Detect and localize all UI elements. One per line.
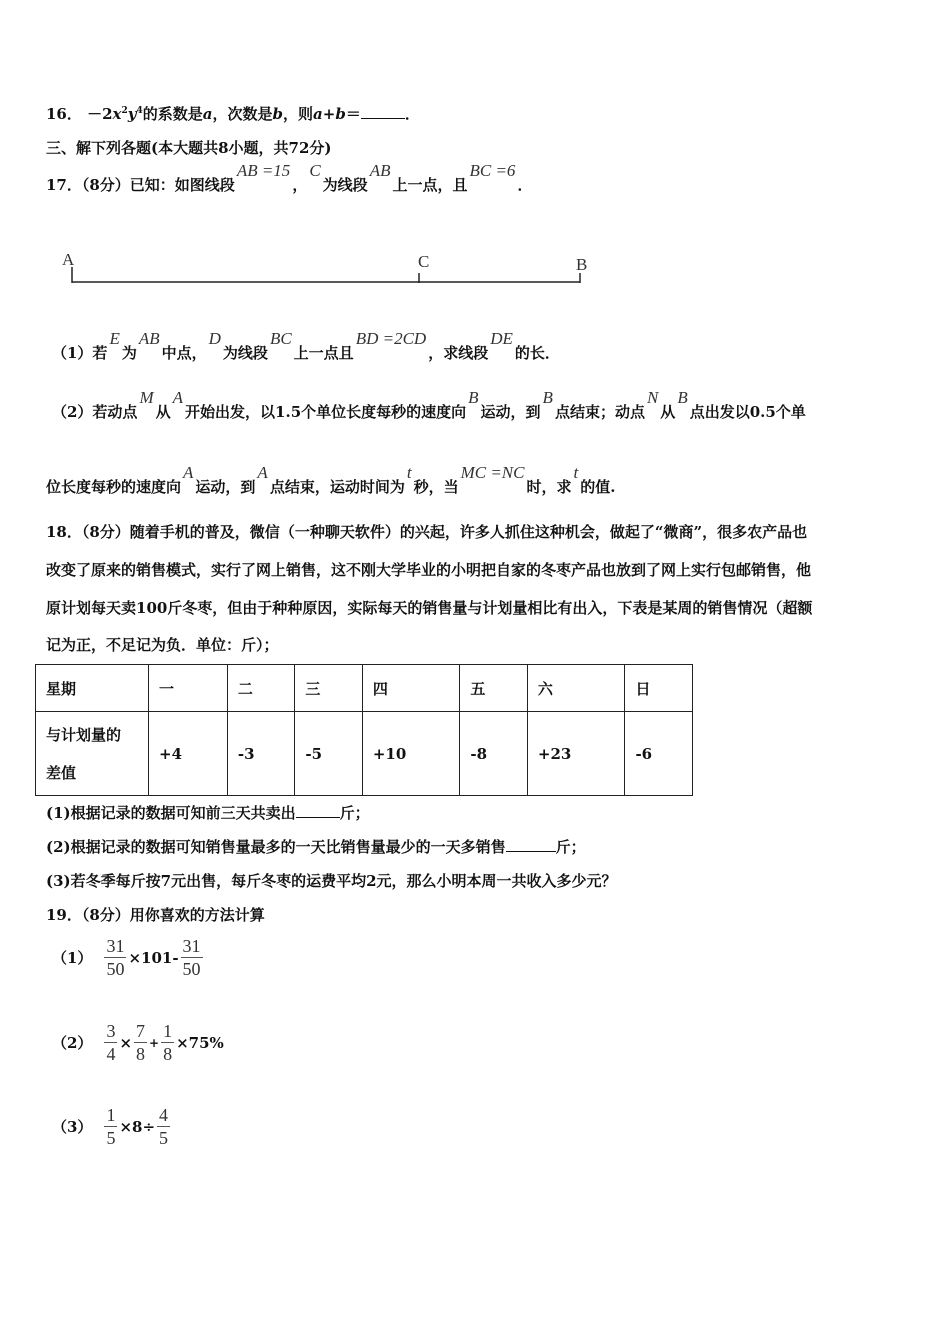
value-thu: +10	[362, 712, 460, 796]
q18-sub1-blank	[296, 803, 340, 818]
p1-t7: 的长．	[514, 344, 560, 362]
p2-n: N	[646, 388, 659, 407]
p1-d: D	[208, 329, 221, 348]
value-sun: -6	[625, 712, 693, 796]
p2-b2: B	[542, 388, 553, 407]
header-label: 星期	[36, 665, 149, 712]
point-b-label: B	[576, 255, 588, 274]
p2-a1: A	[172, 388, 184, 407]
table-value-row	[36, 712, 693, 796]
q17-ab: AB	[369, 161, 391, 180]
c3-mid: ×8÷	[119, 1117, 156, 1136]
q16-var-y: y	[127, 105, 137, 123]
p2-b1: B	[468, 388, 479, 407]
q17-eq-bc: BC =6	[469, 161, 516, 180]
p2-t6: 从	[660, 403, 676, 421]
p1-de: DE	[490, 329, 513, 348]
p2-t3: 开始出发，以1.5个单位长度每秒的速度向	[185, 403, 467, 421]
c2-fraction-2	[134, 1020, 147, 1065]
c2-tail: ×75%	[176, 1033, 224, 1052]
p1-e: E	[109, 329, 120, 348]
p2-t8: 位长度每秒的速度向	[46, 478, 182, 496]
c3-f1-den: 5	[106, 1128, 116, 1148]
q18-line-2: 改变了原来的销售模式，实行了网上销售，这不刚大学毕业的小明把自家的冬枣产品也放到了网上实行包邮销售，他	[46, 561, 812, 579]
c1-f1-num: 31	[106, 936, 125, 956]
p2-t4: 运动，到	[480, 403, 541, 421]
q16-coefficient: －2	[87, 105, 113, 123]
point-a-label: A	[62, 250, 75, 269]
c1-f2-den: 50	[182, 959, 201, 979]
q18-sub-3: (3)若冬季每斤按7元出售，每斤冬枣的运费平均2元，那么小明本周一共收入多少元？	[46, 872, 617, 890]
row-label-line-2: 差值	[46, 763, 77, 782]
value-wed: -5	[295, 712, 362, 796]
q16-var-b: b	[272, 105, 284, 123]
q18-sub2-text: (2)根据记录的数据可知销售量最多的一天比销售量最少的一天多销售	[46, 838, 506, 856]
p2-t11: 秒，当	[413, 478, 459, 496]
q16-number: 16．	[46, 105, 82, 123]
q17-end: ．	[517, 176, 533, 194]
p1-t3: 中点，	[161, 344, 207, 362]
q16-text-b: ，次数是	[212, 105, 273, 123]
c2-fraction-1	[104, 1020, 117, 1065]
p1-t4: 为线段	[222, 344, 268, 362]
c1-fraction-1	[104, 935, 126, 980]
c3-f1-num: 1	[106, 1105, 116, 1125]
q17-comma: ，	[292, 176, 308, 194]
c1-fraction-2	[181, 935, 203, 980]
c3-label: （3）	[52, 1118, 93, 1136]
q16-end: ．	[404, 105, 420, 123]
segment-figure	[55, 245, 600, 295]
question-17-header	[46, 161, 533, 195]
p2-eq: MC =NC	[460, 463, 525, 482]
c2-f3-num: 1	[163, 1021, 173, 1041]
row-label-line-1: 与计划量的	[46, 725, 122, 744]
q18-sub1-unit: 斤；	[339, 804, 370, 822]
c1-mid: ×101-	[128, 948, 179, 967]
p2-a2: A	[183, 463, 194, 482]
q17-eq-ab: AB =15	[236, 161, 291, 180]
q16-sum: a+b	[313, 105, 346, 123]
q16-answer-blank	[361, 104, 405, 119]
q17-part-2-line-1	[52, 388, 806, 422]
q17-label-c: C	[309, 161, 321, 180]
q16-var-a: a	[202, 105, 213, 123]
q16-equals: ＝	[345, 105, 361, 123]
c3-f2-num: 4	[159, 1105, 169, 1125]
p1-bc: BC	[269, 329, 292, 348]
q19-calc-1	[52, 935, 205, 980]
p1-t5: 上一点且	[293, 344, 354, 362]
c3-f2-den: 5	[159, 1128, 169, 1148]
point-c-label: C	[418, 252, 430, 271]
c1-label: （1）	[52, 949, 93, 967]
c2-op2: +	[149, 1035, 160, 1050]
day-fri: 五	[460, 665, 527, 712]
question-16	[46, 103, 420, 124]
q18-sub-1	[46, 802, 370, 823]
q19-calc-3	[52, 1104, 172, 1149]
p2-t-var2: t	[573, 463, 579, 482]
c2-f3-den: 8	[163, 1044, 173, 1064]
q18-line-3: 原计划每天卖100斤冬枣，但由于种种原因，实际每天的销售量与计划量相比有出入，下表是某周的销售情况（超额	[46, 599, 813, 617]
p2-t1: （2）若动点	[52, 403, 138, 421]
q18-line-1: 18．（8分）随着手机的普及，微信（一种聊天软件）的兴起，许多人抓住这种机会，做起了“微商”，很多农产品也	[46, 523, 808, 541]
c1-f1-den: 50	[106, 959, 125, 979]
q17-part-1	[52, 329, 560, 363]
q16-text-c: ，则	[283, 105, 314, 123]
row-label	[36, 712, 149, 796]
p2-t2: 从	[155, 403, 171, 421]
p2-t10: 点结束，运动时间为	[269, 478, 405, 496]
q16-exp-x: 2	[121, 106, 128, 116]
q16-exp-y: 4	[136, 106, 143, 116]
section-3-title: 三、解下列各题(本大题共8小题，共72分)	[46, 139, 332, 157]
q16-var-x: x	[112, 105, 122, 123]
p1-eq: BD =2CD	[355, 329, 427, 348]
p2-t9: 运动，到	[195, 478, 256, 496]
c2-f1-den: 4	[106, 1044, 116, 1064]
p2-t13: 的值.	[580, 478, 616, 496]
c2-f1-num: 3	[106, 1021, 116, 1041]
c3-fraction-1	[104, 1104, 117, 1149]
p2-t-var1: t	[406, 463, 412, 482]
value-mon: +4	[149, 712, 228, 796]
day-thu: 四	[362, 665, 460, 712]
sales-table	[35, 664, 693, 796]
table-header-row	[36, 665, 693, 712]
value-sat: +23	[527, 712, 625, 796]
q18-sub-2	[46, 836, 586, 857]
value-fri: -8	[460, 712, 527, 796]
q17-prefix: 17．（8分）已知：如图线段	[46, 176, 235, 194]
p1-t1: （1）若	[52, 344, 108, 362]
value-tue: -3	[227, 712, 294, 796]
q18-sub1-text: (1)根据记录的数据可知前三天共卖出	[46, 804, 296, 822]
day-sun: 日	[625, 665, 693, 712]
q16-text-a: 的系数是	[142, 105, 203, 123]
q19-calc-2	[52, 1020, 224, 1065]
c2-op1: ×	[119, 1033, 133, 1052]
q17-text3: 上一点，且	[392, 176, 468, 194]
c2-f2-num: 7	[136, 1021, 146, 1041]
c2-f2-den: 8	[136, 1044, 146, 1064]
p2-b3: B	[677, 388, 688, 407]
c2-label: （2）	[52, 1034, 93, 1052]
p1-t2: 为	[121, 344, 137, 362]
day-wed: 三	[295, 665, 362, 712]
q17-text2: 为线段	[322, 176, 368, 194]
p1-t6: ，求线段	[428, 344, 489, 362]
p1-ab: AB	[138, 329, 160, 348]
day-tue: 二	[227, 665, 294, 712]
p2-m: M	[139, 388, 154, 407]
c1-f2-num: 31	[182, 936, 201, 956]
c3-fraction-2	[157, 1104, 170, 1149]
p2-t12: 时，求	[526, 478, 572, 496]
q18-line-4: 记为正，不足记为负．单位：斤）；	[46, 636, 279, 654]
c2-fraction-3	[161, 1020, 174, 1065]
q17-part-2-line-2	[46, 463, 616, 497]
p2-t7: 点出发以0.5个单	[689, 403, 806, 421]
q19-title: 19．（8分）用你喜欢的方法计算	[46, 906, 265, 924]
day-sat: 六	[527, 665, 625, 712]
day-mon: 一	[149, 665, 228, 712]
p2-a3: A	[257, 463, 268, 482]
q18-sub2-blank	[506, 837, 556, 852]
p2-t5: 点结束；动点	[554, 403, 645, 421]
q18-sub2-unit: 斤；	[555, 838, 586, 856]
